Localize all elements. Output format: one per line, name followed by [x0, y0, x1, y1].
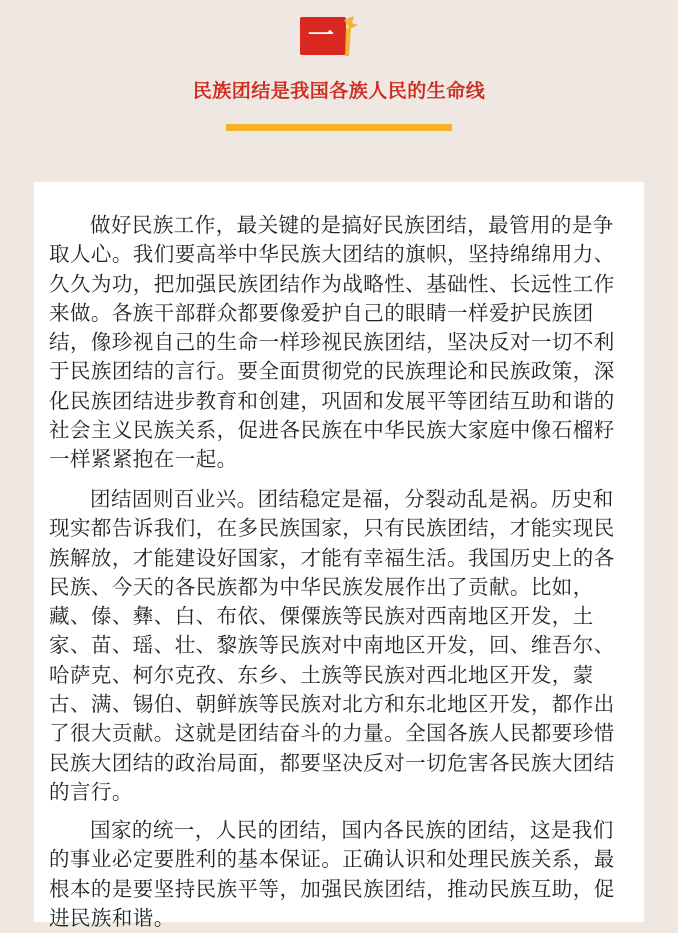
paragraph-1: 做好民族工作，最关键的是搞好民族团结，最管用的是争取人心。我们要高举中华民族大团结的旗帜，坚持绵绵用力、久久为功，把加强民族团结作为战略性、基础性、长远性工作来做。各族干部群众都要像爱护自己的眼睛一样爱护民族团结，像珍视自己的生命一样珍视民族团结，坚决反对一切不利于民族团结的言行。要全面贯彻党的民族理论和民族政策，深化民族团结进步教育和创建，巩固和发展平等团结互助和谐的社会主义民族关系，促进各民族在中华民族大家庭中像石榴籽一样紧紧抱在一起。	[49, 213, 615, 472]
paragraph-2: 团结固则百业兴。团结稳定是福，分裂动乱是祸。历史和现实都告诉我们，在多民族国家，只有民族团结，才能实现民族解放，才能建设好国家，才能有幸福生活。我国历史上的各民族、今天的各民族都为中华民族发展作出了贡献。比如，藏、傣、彝、白、布依、傈僳族等民族对西南地区开发，土家、苗、瑶、壮、黎族等民族对中南地区开发，回、维吾尔、哈萨克、柯尔克孜、东乡、土族等民族对西北地区开发，蒙古、满、锡伯、朝鲜族等民族对北方和东北地区开发，都作出了很大贡献。这就是团结奋斗的力量。全国各族人民都要珍惜民族大团结的政治局面，都要坚决反对一切危害各民族大团结的言行。	[49, 487, 615, 804]
title-underline	[226, 124, 452, 131]
paragraph-3: 国家的统一，人民的团结，国内各民族的团结，这是我们的事业必定要胜利的基本保证。正确认识和处理民族关系，最根本的是要坚持民族平等，加强民族团结，推动民族互助，促进民族和谐。	[49, 818, 615, 930]
flag-icon	[336, 14, 360, 58]
section-number: 一	[307, 21, 334, 51]
section-title: 民族团结是我国各族人民的生命线	[192, 80, 486, 102]
